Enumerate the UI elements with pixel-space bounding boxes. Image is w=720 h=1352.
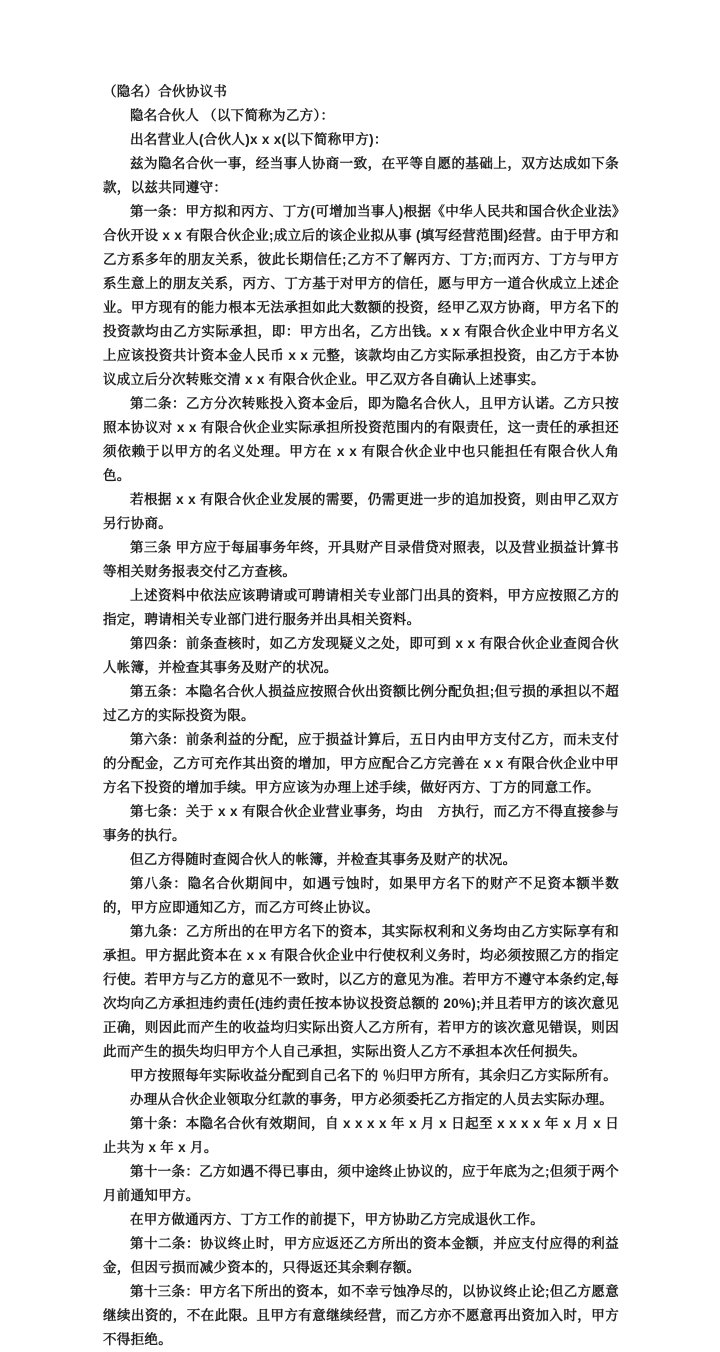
paragraph: 隐名合伙人 （以下简称为乙方）： [130, 108, 335, 123]
paragraph: 上述资料中依法应该聘请或可聘请相关专业部门出具的资料，甲方应按照乙方的指定，聘请相关专业部门进行服务并出具相关资料。 [103, 588, 619, 627]
paragraph: 第五条：本隐名合伙人损益应按照合伙出资额比例分配负担;但亏损的承担以不超过乙方的实际投资为限。 [103, 684, 619, 723]
document-body [103, 104, 619, 1352]
paragraph: 第十三条：甲方名下所出的资本，如不幸亏蚀净尽的，以协议终止论;但乙方愿意继续出资的，不在此限。且甲方有意继续经营，而乙方亦不愿意再出资加入时，甲方不得拒绝。 [103, 1284, 619, 1347]
paragraph: 第二条：乙方分次转账投入资本金后，即为隐名合伙人，且甲方认诺。乙方只按照本协议对 x x 有限合伙企业实际承担所投资范围内的有限责任，这一责任的承担还须依赖于以甲方的名义处理。甲方在 x x 有限合伙企业中也只能担任有限合伙人角色。 [103, 396, 619, 483]
paragraph: 办理从合伙企业领取分红款的事务，甲方必须委托乙方指定的人员去实际办理。 [130, 1092, 613, 1107]
paragraph: 第十条：本隐名合伙有效期间，自 x x x x 年 x 月 x 日起至 x x x x 年 x 月 x 日止共为 x 年 x 月。 [103, 1116, 619, 1155]
paragraph: 若根据 x x 有限合伙企业发展的需要，仍需更进一步的追加投资，则由甲乙双方另行协商。 [103, 492, 619, 531]
paragraph: 出名营业人(合伙人)x x x(以下简称甲方)： [130, 132, 388, 147]
paragraph: 第十二条：协议终止时，甲方应返还乙方所出的资本金额，并应支付应得的利益金，但因亏损而减少资本的，只得返还其余剩存额。 [103, 1236, 619, 1275]
paragraph: 第七条：关于 x x 有限合伙企业营业事务，均由 方执行，而乙方不得直接参与事务的执行。 [103, 804, 619, 843]
document-title: （隐名）合伙协议书 [103, 84, 228, 99]
paragraph: 但乙方得随时查阅合伙人的帐簿，并检查其事务及财产的状况。 [130, 852, 517, 867]
paragraph: 第一条：甲方拟和丙方、丁方(可增加当事人)根据《中华人民共和国合伙企业法》合伙开设 x x 有限合伙企业;成立后的该企业拟从事 (填写经营范围)经营。由于甲方和乙方系多年的朋友关系，彼此长期信任;乙方不了解丙方、丁方;而丙方、丁方与甲方系生意上的朋友关系，丙方、丁方基于对甲方的信任，愿与甲方一道合伙成立上述企业。甲方现有的能力根本无法承担如此大数额的投资，经甲乙双方协商，甲方名下的投资款均由乙方实际承担，即：甲方出名，乙方出钱。x x 有限合伙企业中甲方名义上应该投资共计资本金人民币 x x 元整，该款均由乙方实际承担投资，由乙方于本协议成立后分次转账交清 x x 有限合伙企业。甲乙双方各自确认上述事实。 [103, 204, 619, 387]
paragraph: 第三条 甲方应于每届事务年终，开具财产目录借贷对照表，以及营业损益计算书等相关财务报表交付乙方查核。 [103, 540, 619, 579]
paragraph: 甲方按照每年实际收益分配到自己名下的 ％归甲方所有，其余归乙方实际所有。 [130, 1068, 618, 1083]
paragraph: 第八条：隐名合伙期间中，如遇亏蚀时，如果甲方名下的财产不足资本额半数的，甲方应即通知乙方，而乙方可终止协议。 [103, 876, 619, 915]
paragraph: 第四条：前条查核时，如乙方发现疑义之处，即可到 x x 有限合伙企业查阅合伙人帐簿，并检查其事务及财产的状况。 [103, 636, 619, 675]
paragraph: 第六条：前条利益的分配，应于损益计算后，五日内由甲方支付乙方，而未支付的分配金，乙方可充作其出资的增加，甲方应配合乙方完善在 x x 有限合伙企业中甲方名下投资的增加手续。甲方应该为办理上述手续，做好丙方、丁方的同意工作。 [103, 732, 619, 795]
paragraph: 兹为隐名合伙一事，经当事人协商一致，在平等自愿的基础上，双方达成如下条款，以兹共同遵守： [103, 156, 619, 195]
paragraph: 在甲方做通丙方、丁方工作的前提下，甲方协助乙方完成退伙工作。 [130, 1212, 544, 1227]
paragraph: 第九条：乙方所出的在甲方名下的资本，其实际权利和义务均由乙方实际享有和承担。甲方据此资本在 x x 有限合伙企业中行使权利义务时，均必须按照乙方的指定行使。若甲方与乙方的意见不一致时，以乙方的意见为准。若甲方不遵守本条约定,每次均向乙方承担违约责任(违约责任按本协议投资总额的 20%);并且若甲方的该次意见正确，则因此而产生的收益均归实际出资人乙方所有，若甲方的该次意见错误，则因此而产生的损失均归甲方个人自己承担，实际出资人乙方不承担本次任何损失。 [103, 924, 619, 1059]
paragraph: 第十一条：乙方如遇不得已事由，须中途终止协议的，应于年底为之;但须于两个月前通知甲方。 [103, 1164, 619, 1203]
